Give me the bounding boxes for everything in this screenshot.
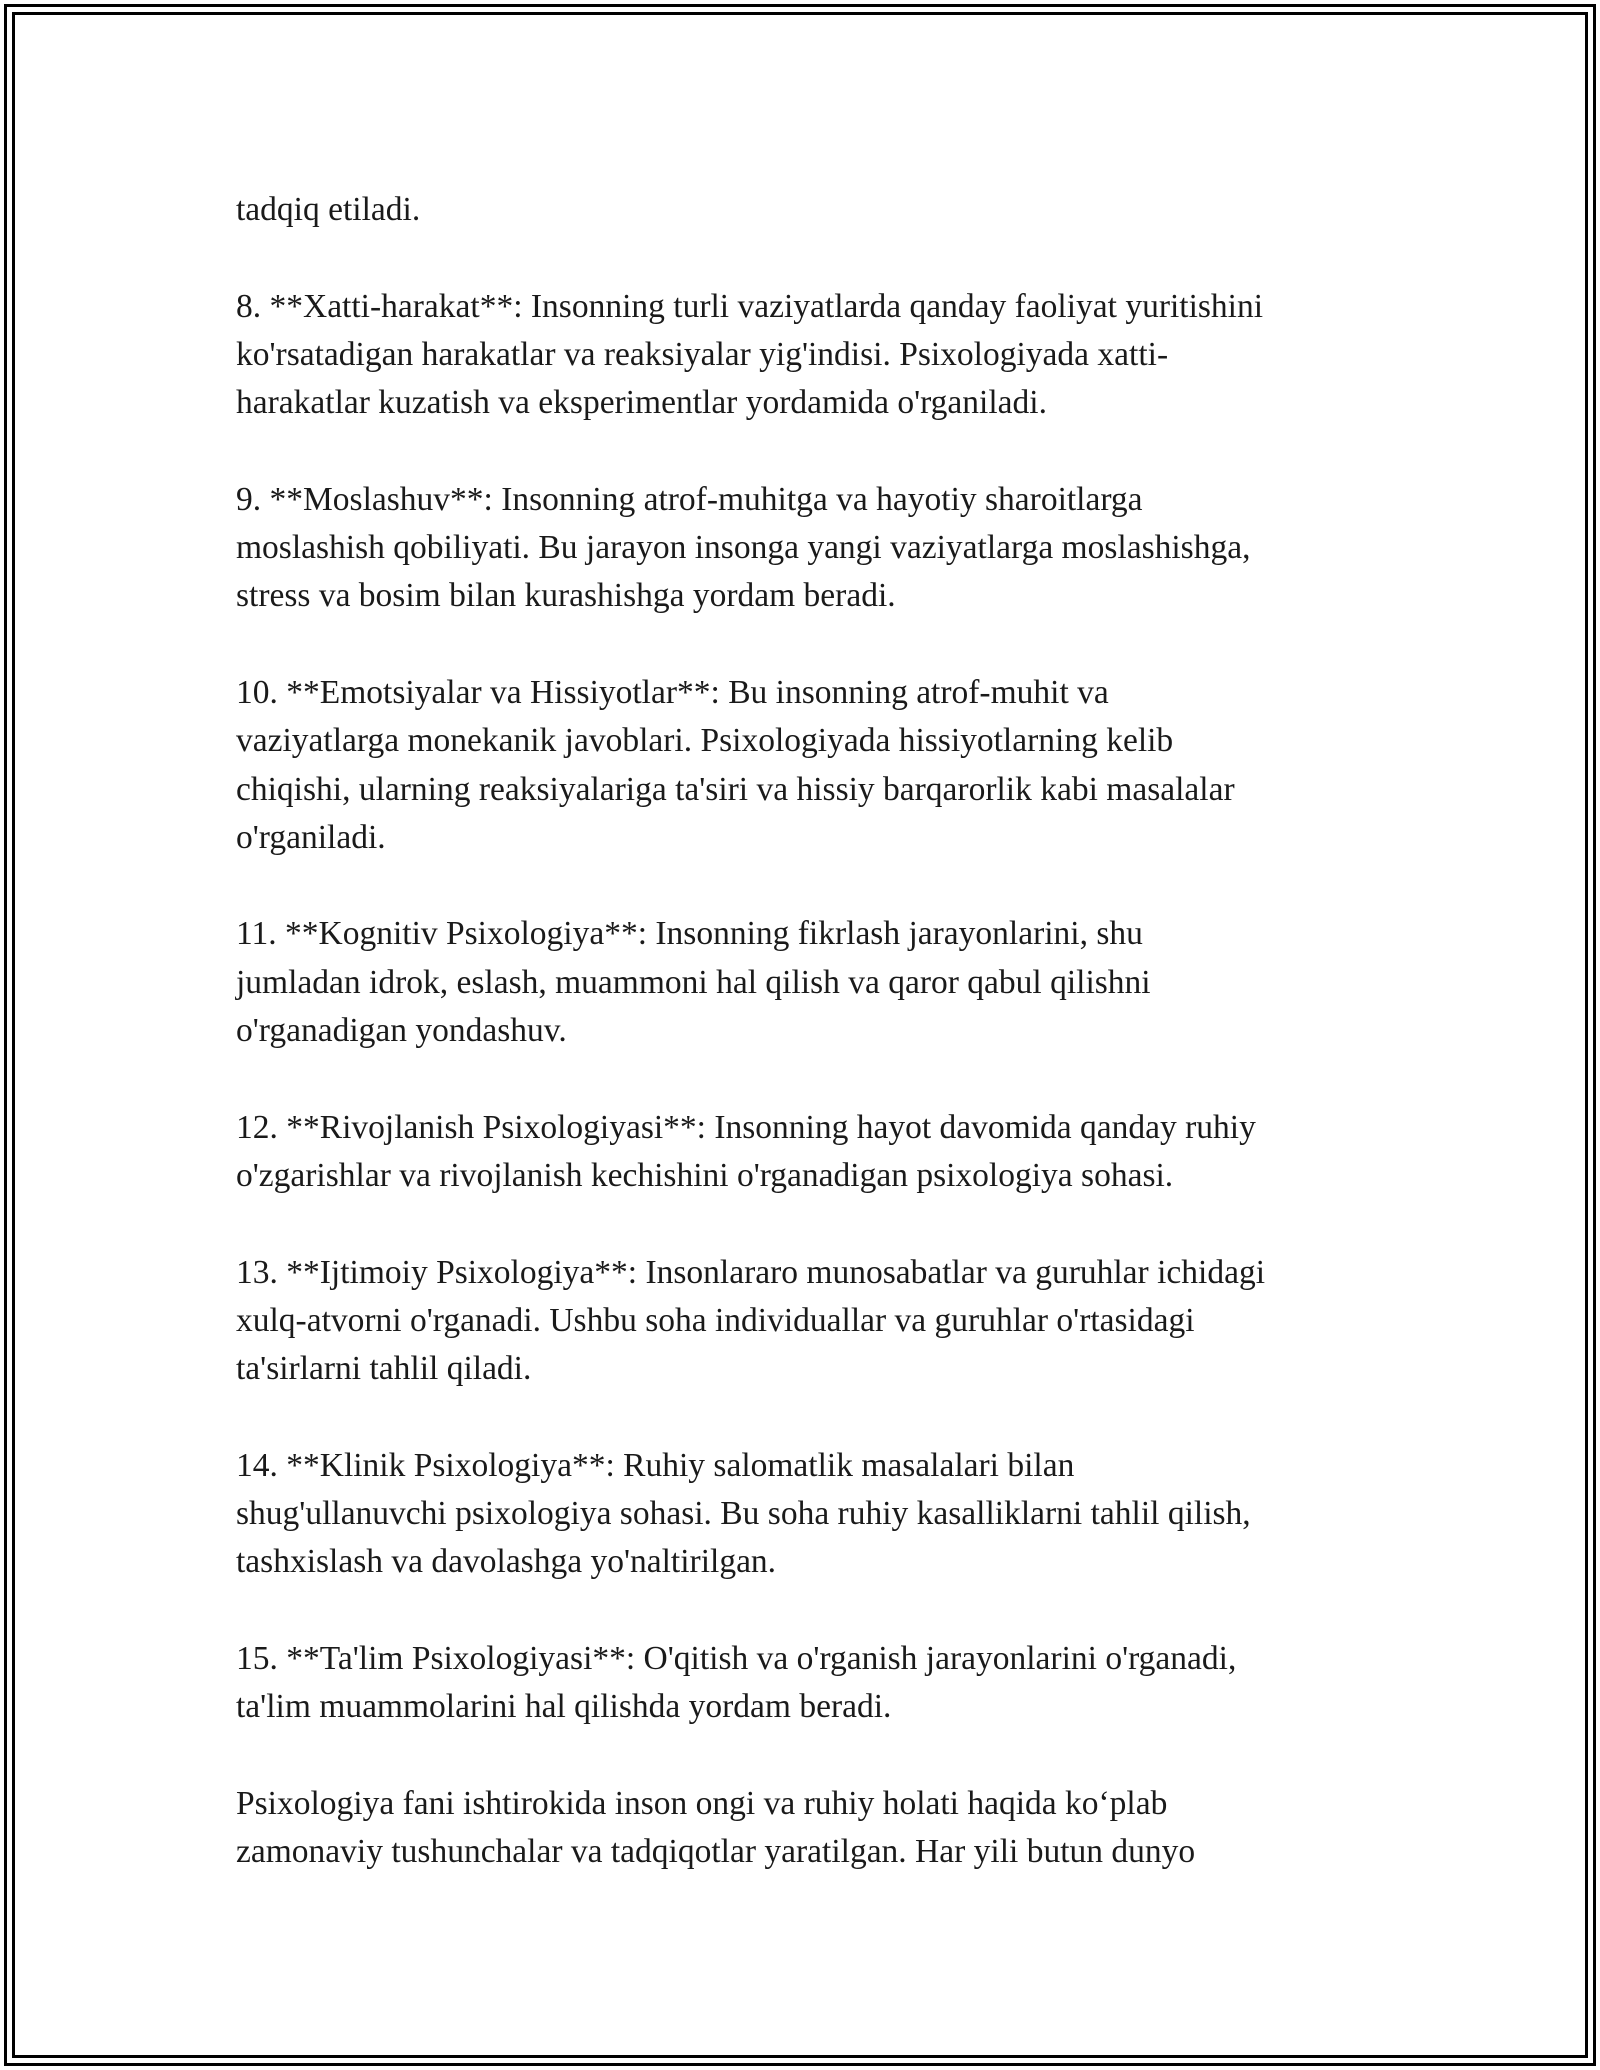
document-body xyxy=(236,186,1376,1876)
list-item-12: 12. **Rivojlanish Psixologiyasi**: Insonning hayot davomida qanday ruhiy o'zgarishlar va rivojlanish kechishini o'rganadigan psixologiya sohasi. xyxy=(236,1108,1256,1194)
closing-paragraph: Psixologiya fani ishtirokida inson ongi va ruhiy holati haqida ko‘plab zamonaviy tushunchalar va tadqiqotlar yaratilgan. Har yili butun dunyo xyxy=(236,1784,1196,1871)
list-item-14: 14. **Klinik Psixologiya**: Ruhiy salomatlik masalalari bilan shug'ullanuvchi psixologiya sohasi. Bu soha ruhiy kasalliklarni tahlil qilish, tashxislash va davolashga yo'naltirilgan. xyxy=(236,1446,1251,1581)
paragraph-continuation: tadqiq etiladi. xyxy=(236,191,421,228)
list-item-8: 8. **Xatti-harakat**: Insonning turli vaziyatlarda qanday faoliyat yuritishini ko'rsatadigan harakatlar va reaksiyalar yig'indisi. Psixologiyada xatti- harakatlar kuzatish va eksperimentlar yordamida o'rganiladi. xyxy=(236,287,1264,422)
list-item-11: 11. **Kognitiv Psixologiya**: Insonning fikrlash jarayonlarini, shu jumladan idrok, eslash, muammoni hal qilish va qaror qabul qilishni o'rganadigan yondashuv. xyxy=(236,915,1151,1050)
list-item-9: 9. **Moslashuv**: Insonning atrof-muhitga va hayotiy sharoitlarga moslashish qobiliyati. Bu jarayon insonga yangi vaziyatlarga moslashishga, stress va bosim bilan kurashishga yordam beradi. xyxy=(236,480,1251,615)
list-item-15: 15. **Ta'lim Psixologiyasi**: O'qitish va o'rganish jarayonlarini o'rganadi, ta'lim muammolarini hal qilishda yordam beradi. xyxy=(236,1639,1237,1726)
list-item-13: 13. **Ijtimoiy Psixologiya**: Insonlararo munosabatlar va guruhlar ichidagi xulq-atvorni o'rganadi. Ushbu soha individuallar va guruhlar o'rtasidagi ta'sirlarni tahlil qiladi. xyxy=(236,1253,1265,1388)
list-item-10: 10. **Emotsiyalar va Hissiyotlar**: Bu insonning atrof-muhit va vaziyatlarga monekanik javoblari. Psixologiyada hissiyotlarning kelib chiqishi, ularning reaksiyalariga ta'siri va hissiy barqarorlik kabi masalalar o'rganiladi. xyxy=(236,673,1235,856)
